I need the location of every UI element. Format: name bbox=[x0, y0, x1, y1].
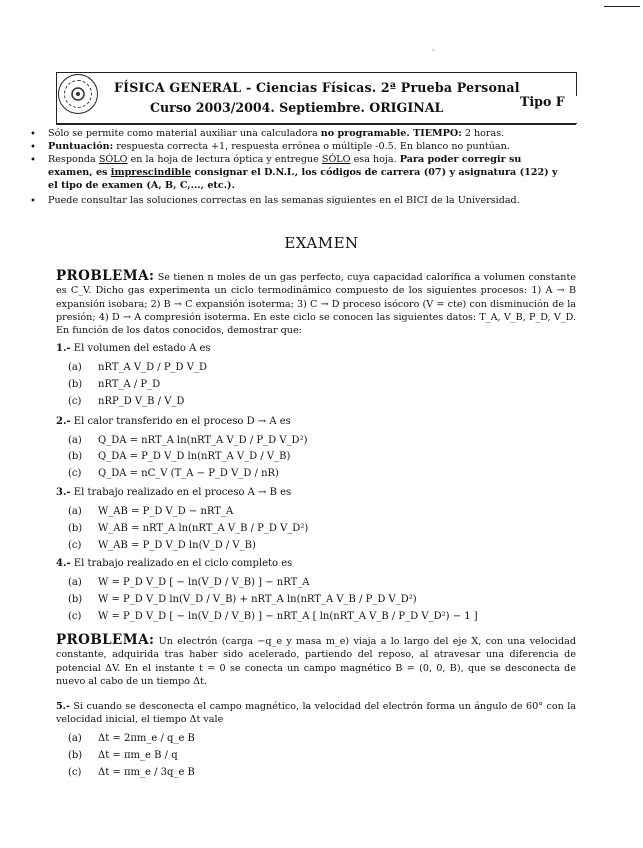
instruction-1: Sólo se permite como material auxiliar una calculadora no programable. TIEMPO: 2 horas. bbox=[48, 128, 505, 139]
header-bottom-rule bbox=[56, 124, 576, 125]
instruction-4: Puede consultar las soluciones correctas en las semanas siguientes en el BICI de la Universidad. bbox=[48, 195, 520, 206]
header-right-rule bbox=[576, 72, 577, 96]
question-1-option-c: (c) nRP_D V_B / V_D bbox=[68, 396, 185, 407]
page-corner-mark bbox=[604, 6, 640, 7]
problem-1-statement: PROBLEMA: Se tienen n moles de un gas perfecto, cuya capacidad calorífica a volumen constante es C_V. Dicho gas experimenta un ciclo termodinámico compuesto de los siguientes procesos: 1) A → B expansión isobara; 2) B → C expansión isoterma; 3) C → D proceso isócoro (V = cte) con disminución de la presión; 4) D → A compresión isoterma. En este ciclo se conocen las siguientes datos: T_A, V_B, P_D, V_D. En función de los datos conocidos, demostrar que: bbox=[56, 268, 576, 337]
question-4-option-c: (c) W = P_D V_D [ − ln(V_D / V_B) ] − nRT_A [ ln(nRT_A V_B / P_D V_D²) − 1 ] bbox=[68, 611, 478, 622]
question-1-option-b: (b) nRT_A / P_D bbox=[68, 379, 161, 390]
exam-type-label: Tipo F bbox=[520, 94, 565, 109]
bullet-icon: • bbox=[30, 142, 36, 153]
question-2-option-c: (c) Q_DA = nC_V (T_A − P_D V_D / nR) bbox=[68, 468, 279, 479]
question-4-option-a: (a) W = P_D V_D [ − ln(V_D / V_B) ] − nRT_A bbox=[68, 577, 310, 588]
university-seal-icon bbox=[58, 74, 98, 114]
question-2-option-b: (b) Q_DA = P_D V_D ln(nRT_A V_D / V_B) bbox=[68, 451, 291, 462]
question-4-option-b: (b) W = P_D V_D ln(V_D / V_B) + nRT_A ln(nRT_A V_B / P_D V_D²) bbox=[68, 594, 417, 605]
question-5: 5.- Si cuando se desconecta el campo magnético, la velocidad del electrón forma un ángulo de 60° con la velocidad inicial, el tiempo Δt vale bbox=[56, 701, 576, 726]
question-3-option-b: (b) W_AB = nRT_A ln(nRT_A V_B / P_D V_D²) bbox=[68, 523, 309, 534]
scan-speck: ' bbox=[432, 48, 435, 57]
bullet-icon: • bbox=[30, 196, 36, 207]
bullet-icon: • bbox=[30, 129, 36, 140]
question-5-option-b: (b) Δt = πm_e B / q bbox=[68, 750, 178, 761]
header-subtitle: Curso 2003/2004. Septiembre. ORIGINAL bbox=[150, 100, 444, 115]
header-title: FÍSICA GENERAL - Ciencias Físicas. 2ª Prueba Personal bbox=[114, 80, 520, 95]
question-2-option-a: (a) Q_DA = nRT_A ln(nRT_A V_D / P_D V_D²) bbox=[68, 435, 308, 446]
question-5-option-c: (c) Δt = πm_e / 3q_e B bbox=[68, 767, 195, 778]
question-5-option-a: (a) Δt = 2πm_e / q_e B bbox=[68, 733, 195, 744]
question-3-option-a: (a) W_AB = P_D V_D − nRT_A bbox=[68, 506, 234, 517]
question-4: 4.- El trabajo realizado en el ciclo completo es bbox=[56, 558, 293, 569]
question-2: 2.- El calor transferido en el proceso D → A es bbox=[56, 416, 291, 427]
problem-2-statement: PROBLEMA: Un electrón (carga −q_e y masa m_e) viaja a lo largo del eje X, con una velocidad constante, adquirida tras haber sido acelerado, partiendo del reposo, al atravesar una diferencia de potencial ΔV. En el instante t = 0 se conecta un campo magnético B = (0, 0, B), que se desconecta de nuevo al cabo de un tiempo Δt. bbox=[56, 632, 576, 687]
bullet-icon: • bbox=[30, 155, 36, 166]
question-1-option-a: (a) nRT_A V_D / P_D V_D bbox=[68, 362, 207, 373]
instruction-2: Puntuación: respuesta correcta +1, respuesta errónea o múltiple -0.5. En blanco no puntúan. bbox=[48, 141, 510, 152]
question-3: 3.- El trabajo realizado en el proceso A → B es bbox=[56, 487, 292, 498]
instruction-3: Responda SÓLO en la hoja de lectura óptica y entregue SÓLO esa hoja. Para poder corregir su examen, es imprescindible consignar el D.N.I., los códigos de carrera (07) y asignatura (122) y el tipo de examen (A, B, C,..., etc.). bbox=[48, 154, 558, 191]
question-1: 1.- El volumen del estado A es bbox=[56, 343, 211, 354]
question-3-option-c: (c) W_AB = P_D V_D ln(V_D / V_B) bbox=[68, 540, 256, 551]
exam-title: EXAMEN bbox=[284, 234, 359, 252]
